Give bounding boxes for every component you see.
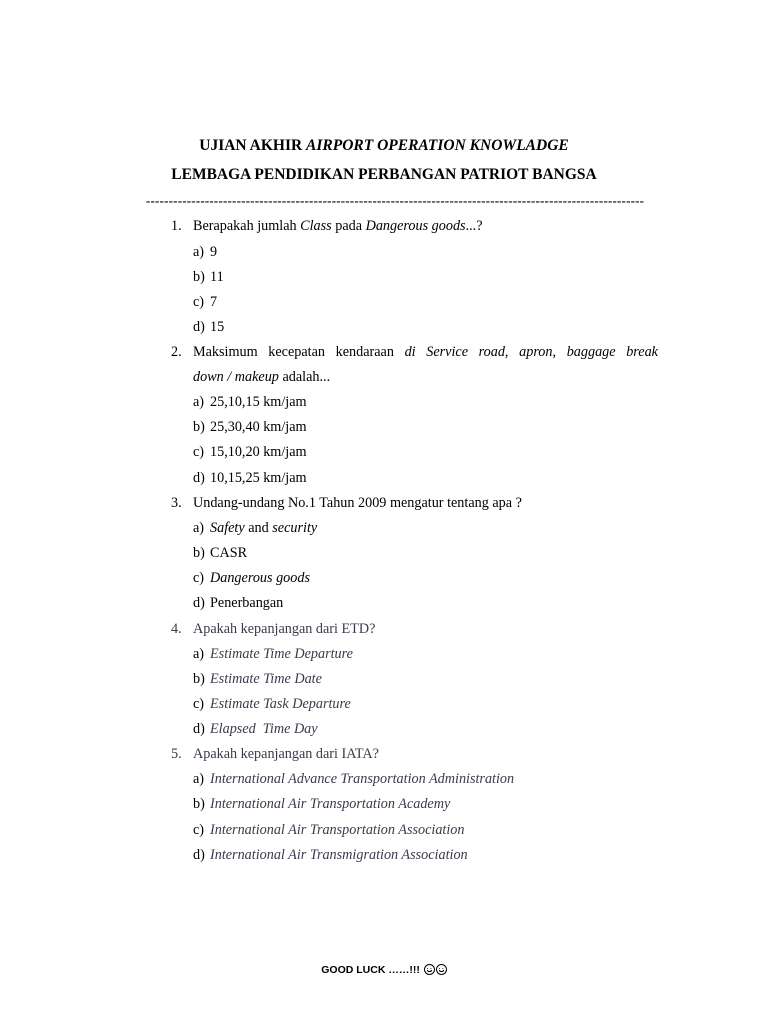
option-text: International Air Transportation Association <box>210 822 465 838</box>
option-d <box>193 318 224 336</box>
option-b <box>193 544 247 562</box>
option-c <box>193 695 351 713</box>
question-text-part: Dangerous goods <box>365 218 466 234</box>
question-word: Maksimum <box>193 344 258 360</box>
option-text: and <box>244 520 273 536</box>
option-letter: c) <box>193 444 205 460</box>
question-word: kendaraan <box>335 344 394 360</box>
question-text: Apakah kepanjangan dari IATA? <box>193 746 379 762</box>
option-text: Elapsed Time Day <box>210 721 318 737</box>
question-word: baggage <box>566 344 616 360</box>
option-b <box>193 418 307 436</box>
option-text: International Air Transmigration Association <box>210 847 468 863</box>
question-word: Service <box>426 344 469 360</box>
question-text-part: ...? <box>465 218 483 234</box>
option-letter: c) <box>193 696 205 712</box>
option-d <box>193 469 307 487</box>
option-text: Penerbangan <box>210 595 284 611</box>
smiley-face-icon <box>424 964 435 975</box>
option-text: 10,15,25 km/jam <box>210 470 307 486</box>
option-a <box>193 645 353 663</box>
option-letter: a) <box>193 646 205 662</box>
smiley-face-icon <box>436 964 447 975</box>
option-a <box>193 519 317 537</box>
option-text: Safety <box>210 520 245 536</box>
question-text-line-2 <box>193 368 330 386</box>
question-text-part: pada <box>331 218 366 234</box>
question-number: 1. <box>171 218 182 234</box>
question-text-part: adalah... <box>278 369 331 385</box>
option-text: 15,10,20 km/jam <box>210 444 307 460</box>
option-a <box>193 243 217 261</box>
question-text-part: Class <box>300 218 332 234</box>
option-text: Estimate Time Date <box>210 671 322 687</box>
option-letter: b) <box>193 671 205 687</box>
option-b <box>193 795 450 813</box>
question-word: kecepatan <box>268 344 325 360</box>
footer-good-luck <box>0 964 768 976</box>
option-letter: c) <box>193 570 205 586</box>
option-letter: c) <box>193 822 205 838</box>
option-letter: a) <box>193 394 205 410</box>
option-letter: b) <box>193 269 205 285</box>
option-letter: d) <box>193 847 205 863</box>
option-c <box>193 293 217 311</box>
option-a <box>193 393 307 411</box>
footer-text: GOOD LUCK ……!!! <box>321 964 423 976</box>
option-letter: b) <box>193 545 205 561</box>
option-text: Estimate Task Departure <box>210 696 351 712</box>
question-number: 5. <box>171 746 182 762</box>
option-letter: a) <box>193 244 205 260</box>
institution-name: LEMBAGA PENDIDIKAN PERBANGAN PATRIOT BANGSA <box>171 166 597 183</box>
option-letter: a) <box>193 520 205 536</box>
option-text: CASR <box>210 545 248 561</box>
question-word: di <box>404 344 416 360</box>
option-text: 25,30,40 km/jam <box>210 419 307 435</box>
option-text: Estimate Time Departure <box>210 646 353 662</box>
exam-title-prefix: UJIAN AKHIR <box>199 137 307 154</box>
option-text: 11 <box>210 269 224 285</box>
question-text-part: Berapakah jumlah <box>193 218 301 234</box>
divider-line: -------------------------------------------------------------------------------------------------------------- <box>146 193 645 208</box>
option-letter: d) <box>193 319 205 335</box>
option-text: Dangerous goods <box>210 570 310 586</box>
option-text: 15 <box>210 319 225 335</box>
option-c <box>193 569 310 587</box>
option-text: 9 <box>210 244 218 260</box>
question-number: 4. <box>171 621 182 637</box>
question-text-line-1 <box>193 343 658 361</box>
option-b <box>193 268 224 286</box>
question-word: road, <box>478 344 509 360</box>
exam-title <box>0 137 768 155</box>
option-letter: a) <box>193 771 205 787</box>
question-number: 3. <box>171 495 182 511</box>
option-letter: b) <box>193 796 205 812</box>
option-text: 25,10,15 km/jam <box>210 394 307 410</box>
option-b <box>193 670 322 688</box>
option-d <box>193 846 468 864</box>
option-d <box>193 594 283 612</box>
option-c <box>193 821 465 839</box>
question-number: 2. <box>171 344 182 360</box>
option-letter: d) <box>193 470 205 486</box>
question-text <box>193 217 483 235</box>
option-text: security <box>272 520 318 536</box>
option-letter: b) <box>193 419 205 435</box>
question-word: break <box>626 344 658 360</box>
option-letter: d) <box>193 595 205 611</box>
question-text: Apakah kepanjangan dari ETD? <box>193 621 376 637</box>
option-d <box>193 720 318 738</box>
question-word: apron, <box>519 344 557 360</box>
question-text-part: down / makeup <box>193 369 279 385</box>
option-text: International Advance Transportation Administration <box>210 771 515 787</box>
option-text: 7 <box>210 294 218 310</box>
option-a <box>193 770 514 788</box>
option-c <box>193 443 307 461</box>
question-text: Undang-undang No.1 Tahun 2009 mengatur tentang apa ? <box>193 495 522 511</box>
option-letter: c) <box>193 294 205 310</box>
option-text: International Air Transportation Academy <box>210 796 451 812</box>
option-letter: d) <box>193 721 205 737</box>
exam-title-subject: AIRPORT OPERATION KNOWLADGE <box>306 137 569 154</box>
